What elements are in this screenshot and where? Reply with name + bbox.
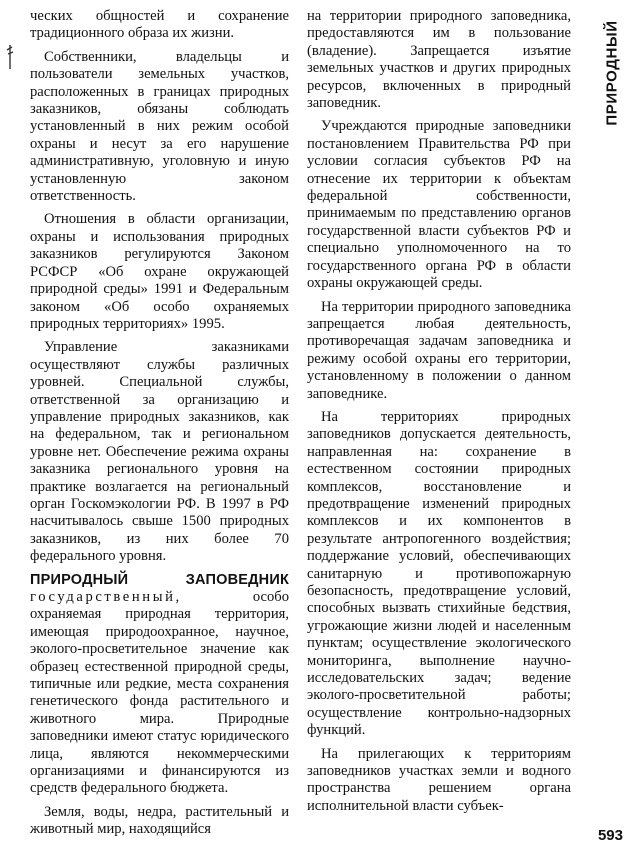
paragraph: Учреждаются природные заповедники постановлением Правительства РФ при условии согласия субъектов РФ на отнесение их территории к объектам федеральной собственности, принимаемым по представлению органов государственной власти субъектов РФ и специально уполномоченного на то государственного органа РФ в области охраны окружающей среды. <box>307 118 571 292</box>
margin-mark <box>6 44 14 70</box>
page-number: 593 <box>597 827 623 844</box>
entry-headword: ПРИРОДНЫЙ ЗАПОВЕДНИК <box>30 571 289 588</box>
paragraph: на территории природного заповедника, предоставляются им в пользование (владение). Запрещается изъятие земельных участков и других природных ресурсов, включенных в природный заповедник. <box>307 8 571 112</box>
paragraph: Собственники, владельцы и пользователи земельных участков, расположенных в границах природных заказников, обязаны соблюдать установленный в них режим особой охраны и несут за его нарушение административную, уголовную и иную установленную законом ответственность. <box>30 48 289 205</box>
paragraph: На территориях природных заповедников допускается деятельность, направленная на: сохранение в естественном состоянии природных комплексов, восстановление и предотвращение изменений природных комплексов и их компонентов в результате антропогенного воздействия; поддержание условий, обеспечивающих санитарную и противопожарную безопасность, предотвращение условий, способных вызвать стихийные бедствия, угрожающие жизни людей и населенным пунктам; осуществление экологического мониторинга, выполнение научно-исследовательских задач; ведение эколого-просветительной работы; осуществление контрольно-надзорных функций. <box>307 408 571 739</box>
running-head: ПРИРОДНЫЙ <box>603 20 621 126</box>
paragraph: ческих общностей и сохранение традиционного образа их жизни. <box>30 8 289 42</box>
dictionary-entry <box>30 572 289 798</box>
entry-spaced-word: государственный, <box>30 589 182 605</box>
paragraph: Отношения в области организации, охраны и использования природных заказников регулируются Законом РСФСР «Об охране окружающей природной среды» 1991 и Федеральным законом «Об особо охраняемых природных территориях» 1995. <box>30 211 289 332</box>
paragraph: Земля, воды, недра, растительный и животный мир, находящийся <box>30 803 289 838</box>
paragraph: Управление заказниками осуществляют службы различных уровней. Специальной службы, ответственной за организацию и управление природных заказников, как на федеральном, так и региональном уровне нет. Обеспечение режима охраны заказника регионального уровня на практике возлагается на региональный орган Госкомэкологии РФ. В 1997 в РФ насчитывалось свыше 1500 природных заказников, из них более 70 федерального уровня. <box>30 339 289 565</box>
right-column <box>307 8 571 821</box>
entry-definition: особо охраняемая природная территория, имеющая природоохранное, научное, эколого-просветительное значение как образец естественной природной среды, типичные или редкие, места сохранения генетического фонда растительного и животного мира. Природные заповедники имеют статус юридического лица, являются некоммерческими организациями и финансируются из средств федерального бюджета. <box>30 589 289 797</box>
paragraph: На территории природного заповедника запрещается любая деятельность, противоречащая задачам заповедника и режиму особой охраны его территории, установленному в положении о данном заповеднике. <box>307 298 571 402</box>
paragraph: На прилегающих к территориям заповедников участках земли и водного пространства решением органа исполнительной власти субъек- <box>307 745 571 814</box>
left-column <box>30 8 289 845</box>
